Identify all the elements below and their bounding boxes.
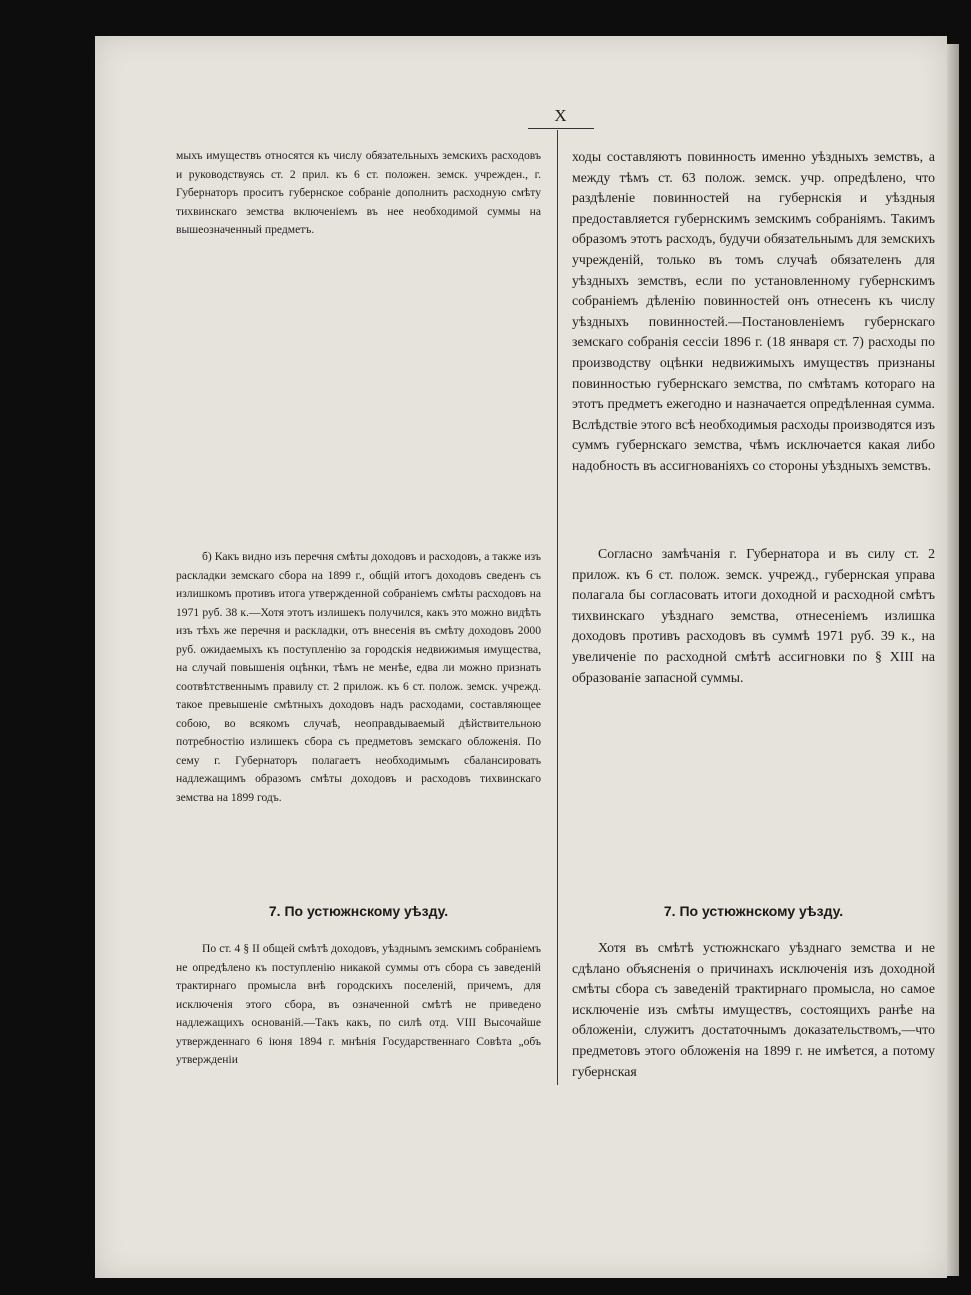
left-column-paragraph-3 bbox=[176, 940, 541, 1070]
right-paragraph-2-text: Согласно замѣчанія г. Губернатора и въ силу ст. 2 прилож. къ 6 ст. полож. земск. учрежд., губернская управа полагала бы согласовать итоги доходной и расходной смѣтъ тихвинскаго уѣзднаго земства, отнесеніемъ излишка доходовъ противъ расходовъ въ суммѣ 1971 руб. 39 к., на увеличеніе по расходной смѣтѣ ассигновки по § XIII на образованіе запасной суммы. bbox=[572, 546, 935, 685]
left-paragraph-3-text: По ст. 4 § II общей смѣтѣ доходовъ, уѣзднымъ земскимъ собраніемъ не опредѣлено къ поступленію никакой суммы отъ сбора съ заведеній трактирнаго промысла внѣ городскихъ поселеній, причемъ, для исключенія этого сбора, въ означенной смѣтѣ не приведено надлежащихъ основаній.—Такъ какъ, по силѣ отд. VIII Высочайше утвержденнаго 6 іюня 1894 г. мнѣнія Государственнаго Совѣта „объ утвержденіи bbox=[176, 942, 541, 1066]
left-column-paragraph-1 bbox=[176, 147, 541, 240]
right-column-paragraph-1 bbox=[572, 147, 935, 477]
left-column-paragraph-2 bbox=[176, 548, 541, 807]
right-column-paragraph-2 bbox=[572, 544, 935, 688]
right-paragraph-1-text: ходы составляютъ повинность именно уѣздныхъ земствъ, а между тѣмъ ст. 63 полож. земск. учр. опредѣлено, что раздѣленіе повинностей на губернскія и уѣздныя предоставляется губернскимъ земскимъ собраніямъ. Такимъ образомъ этотъ расходъ, будучи обязательнымъ для земскихъ учрежденій, только въ томъ случаѣ обязателенъ для уѣздныхъ земствъ, если по установленному губернскимъ собраніемъ дѣленію повинностей онъ отнесенъ къ числу уѣздныхъ повинностей.—Постановленіемъ губернскаго земскаго собранія сессіи 1896 г. (18 января ст. 7) расходы по производству оцѣнки недвижимыхъ имуществъ признаны повинностью губернскаго земства, по смѣтамъ котораго на этотъ предметъ ежегодно и назначается опредѣленная сумма. Вслѣдствіе этого всѣ необходимыя расходы производятся изъ суммъ губернскаго земства, чѣмъ исключается какая либо надобность въ ассигнованіяхъ со стороны уѣздныхъ земствъ. bbox=[572, 149, 935, 473]
page-edge bbox=[947, 44, 959, 1276]
right-section-heading: 7. По устюжнскому уѣзду. bbox=[663, 903, 844, 919]
left-paragraph-2-text: б) Какъ видно изъ перечня смѣты доходовъ и расходовъ, а также изъ раскладки земскаго сбора на 1899 г., общій итогъ доходовъ сведенъ съ излишкомъ противъ итога утвержденной собраніемъ смѣты расходовъ на 1971 руб. 38 к.—Хотя этотъ излишекъ получился, какъ это можно видѣть изъ тѣхъ же перечня и раскладки, отъ внесенія въ смѣту доходовъ 2000 руб. ожидаемыхъ къ поступленію за городскія недвижимыя имущества, на случай повышенія оцѣнки, тѣмъ не менѣе, едва ли можно признать соотвѣтственнымъ правилу ст. 2 прилож. къ 6 ст. полож. земск. учрежд. такое превышеніе смѣтныхъ доходовъ надъ расходами, составляющее собою, во всякомъ случаѣ, неоправдываемый дѣйствительною потребностію излишекъ сбора съ предметовъ земскаго обложенія. По сему г. Губернаторъ полагаетъ необходимымъ сбалансировать надлежащимъ образомъ смѣты доходовъ и расходовъ тихвинскаго земства на 1899 годъ. bbox=[176, 550, 541, 804]
column-divider bbox=[557, 130, 558, 1085]
page-number: X bbox=[554, 106, 568, 125]
right-paragraph-3-text: Хотя въ смѣтѣ устюжнскаго уѣзднаго земства и не сдѣлано объясненія о причинахъ исключенія изъ доходной смѣты сбора съ заведеній трактирнаго промысла, но самое исключеніе изъ смѣты имуществъ, состоящихъ ранѣе на обложеніи, служитъ достаточнымъ доказательствомъ,—что предметовъ этого обложенія на 1899 г. не имѣется, а потому губернская bbox=[572, 940, 935, 1079]
left-section-heading: 7. По устюжнскому уѣзду. bbox=[268, 903, 449, 919]
right-column-paragraph-3 bbox=[572, 938, 935, 1082]
left-paragraph-1-text: мыхъ имуществъ относятся къ числу обязательныхъ земскихъ расходовъ и руководствуясь ст. 2 прил. къ 6 ст. положен. земск. учрежден., г. Губернаторъ проситъ губернское собраніе дополнить расходную смѣту тихвинскаго земства включеніемъ въ нее необходимой суммы на вышеозначенный предметъ. bbox=[176, 149, 541, 236]
page-number-rule bbox=[528, 128, 594, 129]
